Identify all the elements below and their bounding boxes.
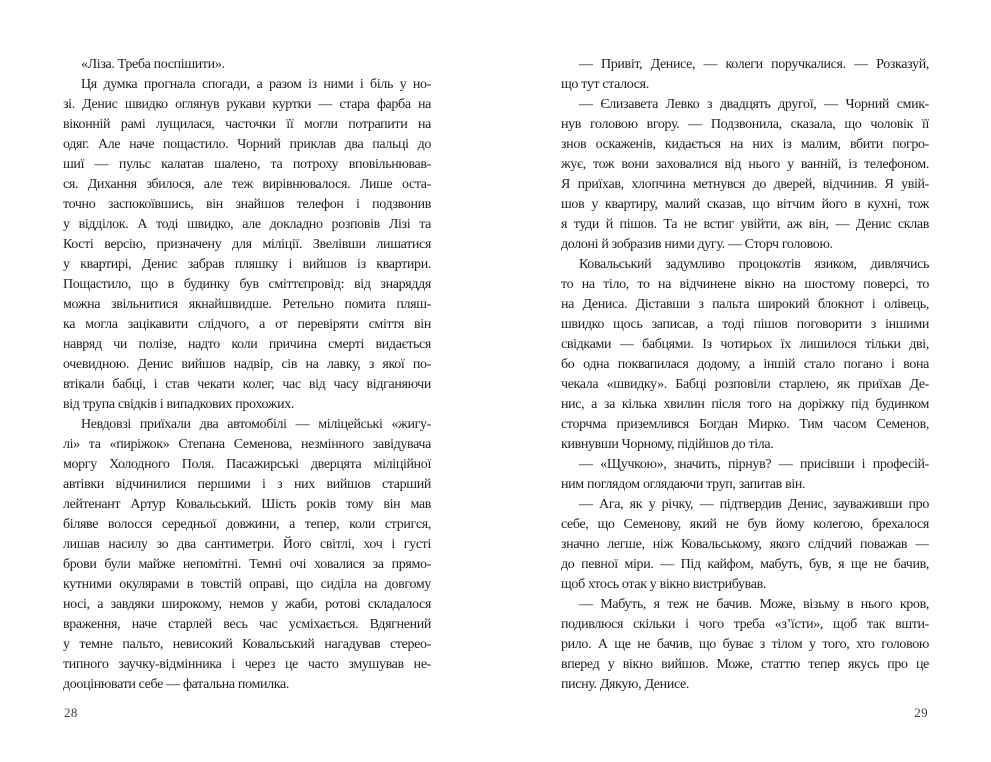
text-line: кутними окулярами в товстій оправі, що сиділа на довгому: [63, 577, 431, 592]
text-line: можна звільнитися якнайшвидше. Ретельно помита пляш-: [63, 297, 431, 312]
text-line: брови були майже непомітні. Темні очі ховалися за прямо-: [63, 557, 431, 572]
text-line: знов оскаженів, кидається на них із малим, вбити погро-: [561, 137, 929, 152]
text-line: зі. Денис швидко оглянув рукави куртки — стара фарба на: [63, 97, 431, 112]
text-line: враження, наче старлей весь час усміхається. Вдягнений: [63, 617, 431, 632]
text-line: від трупа свідків і випадкових прохожих.: [63, 397, 295, 412]
text-line: лі» та «пиріжок» Степана Семенова, незмінного завідувача: [63, 437, 431, 452]
text-line: ним поглядом оглядаючи труп, запитав він.: [561, 477, 806, 492]
text-line: лейтенант Артур Ковальський. Шість років тому він мав: [63, 497, 431, 512]
text-line: моргу Холодного Поля. Пасажирські дверцята міліційної: [63, 457, 431, 472]
text-line: у темне пальто, невисокий Ковальський нагадував стерео-: [63, 637, 431, 652]
text-line: жує, тож вони заховалися від нього у ванній, із телефоном.: [561, 157, 929, 172]
text-line: — Єлизавета Левко з двадцять другої, — Чорний смик-: [579, 97, 929, 112]
text-line: Невдовзі приїхали два автомобілі — міліцейські «жигу-: [81, 417, 431, 432]
text-line: навряд чи полізе, надто коли причина смерті видається: [63, 337, 431, 352]
text-line: ся. Дихання збилося, але теж вирівнювалося. Лише оста-: [63, 177, 431, 192]
text-line: — Привіт, Денисе, — колеги поручкалися. — Розказуй,: [579, 57, 929, 72]
right-page-text: [561, 55, 929, 695]
page-number-left: 28: [64, 705, 78, 720]
text-line: я туди й пішов. Та не встиг увійти, аж він, — Денис склав: [561, 217, 929, 232]
text-line: шов у квартиру, малий сказав, що вітчим його в кухні, тож: [561, 197, 929, 212]
text-line: на Дениса. Діставши з пальта широкий блокнот і олівець,: [561, 297, 929, 312]
text-line: у відділок. А тоді швидко, але докладно розповів Лізі та: [63, 217, 431, 232]
text-line: точно заспокоївшись, він знайшов телефон і подзвонив: [63, 197, 431, 212]
text-line: очевидною. Денис вийшов надвір, сів на лавку, з якої по-: [63, 357, 431, 372]
text-line: щоб хтось отак у вікно вистрибував.: [561, 577, 767, 592]
text-line: «Ліза. Треба поспішити».: [81, 57, 225, 72]
text-line: подивлюся скільки і чого треба «з’їсти», щоб так вшти-: [561, 617, 929, 632]
text-line: нис, а за кілька хвилин після того на доріжку під будинком: [561, 397, 929, 412]
text-line: шиї — пульс калатав шалено, та потроху вповільнював-: [63, 157, 431, 172]
text-line: автівки відчинилися першими і з них вийшов старший: [63, 477, 431, 492]
text-line: у квартирі, Денис забрав пляшку і вийшов із квартири.: [63, 257, 431, 272]
text-line: сторчма приземлився Богдан Мирко. Тим часом Семенов,: [561, 417, 929, 432]
text-line: значно легше, ніж Ковальському, якого слідчий поважав —: [561, 537, 929, 552]
text-line: Я приїхав, хлопчина метнувся до дверей, відчинив. Я увій-: [561, 177, 929, 192]
text-line: свідками — бабцями. Із чотирьох їх лишилося тільки дві,: [561, 337, 929, 352]
text-line: бо одна поквапилася додому, а іншій стало погано і вона: [561, 357, 929, 372]
text-line: носі, а завдяки широкому, немов у жаби, ротові складалося: [63, 597, 431, 612]
text-line: типного заучку-відмінника і через це часто змушував не-: [63, 657, 431, 672]
text-line: біляве волосся середньої довжини, а тепер, коли стригся,: [63, 517, 431, 532]
text-line: писну. Дякую, Денисе.: [561, 677, 690, 692]
text-line: — Ага, як у річку, — підтвердив Денис, зауваживши про: [579, 497, 929, 512]
text-line: себе, що Семенову, який не був йому колегою, брехалося: [561, 517, 929, 532]
text-line: Кості версію, призначену для міліції. Звелівши лишатися: [63, 237, 431, 252]
text-line: дооцінювати себе — фатальна помилка.: [63, 677, 289, 692]
text-line: вперед у вікно вийшов. Може, статтю тепер якусь про це: [561, 657, 929, 672]
page-number-right: 29: [914, 705, 928, 720]
text-line: — «Щучкою», значить, пірнув? — присівши і професій-: [579, 457, 929, 472]
text-line: що тут сталося.: [561, 77, 649, 92]
text-line: нув головою вгору. — Подзвонила, сказала, що чоловік її: [561, 117, 929, 132]
text-line: Ця думка прогнала спогади, а разом із ними і біль у но-: [81, 77, 431, 92]
text-line: чекала «швидку». Бабці розповіли старлею, як приїхав Де-: [561, 377, 929, 392]
text-line: кивнувши Чорному, підійшов до тіла.: [561, 437, 774, 452]
text-line: рило. А ще не бачив, що буває з тілом у того, хто головою: [561, 637, 929, 652]
text-line: втікали бабці, і став чекати колег, час від часу відганяючи: [63, 377, 431, 392]
text-line: то на тіло, то на відчинене вікно на шостому поверсі, то: [561, 277, 929, 292]
text-line: віконній рамі лущилася, часточки її могли потрапити на: [63, 117, 431, 132]
text-line: одяг. Але наче пощастило. Чорний приклав два пальці до: [63, 137, 431, 152]
text-line: Ковальський задумливо процокотів язиком, дивлячись: [579, 257, 929, 272]
left-page-text: [63, 55, 431, 695]
text-line: долоні й зобразив ними дугу. — Сторч головою.: [561, 237, 833, 252]
text-line: швидко щось записав, а тоді пішов поговорити з іншими: [561, 317, 929, 332]
text-line: Пощастило, що в будинку був сміттєпровід: від знаряддя: [63, 277, 431, 292]
text-line: — Мабуть, я теж не бачив. Може, візьму в нього кров,: [579, 597, 929, 612]
text-line: до певної міри. — Під кайфом, мабуть, був, я ще не бачив,: [561, 557, 929, 572]
text-line: лишав насилу зо два сантиметри. Його світлі, хоч і густі: [63, 537, 431, 552]
text-line: ка могла зацікавити слідчого, а от перевіряти сміття він: [63, 317, 431, 332]
